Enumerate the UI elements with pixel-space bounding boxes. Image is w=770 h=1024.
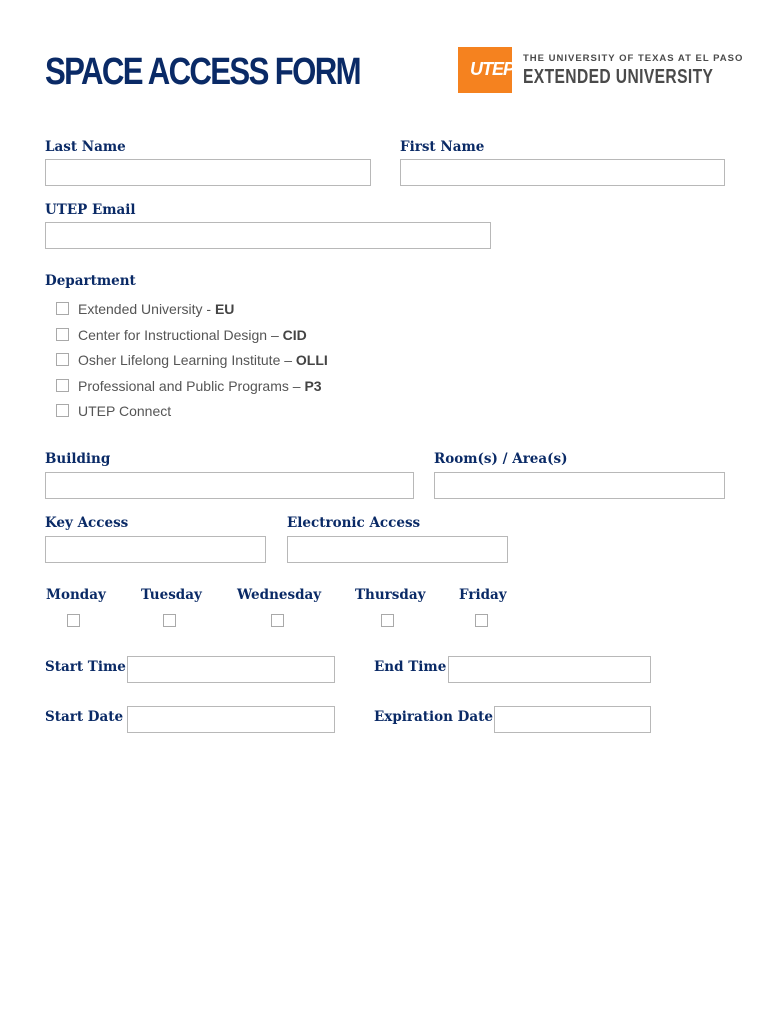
day-checkbox-friday[interactable] <box>475 614 488 627</box>
utep-email-label: UTEP Email <box>45 202 136 218</box>
department-checkbox-eu[interactable] <box>56 302 69 315</box>
extended-university-label: EXTENDED UNIVERSITY <box>523 66 714 88</box>
department-checkbox-utep-connect[interactable] <box>56 404 69 417</box>
rooms-input[interactable] <box>434 472 725 499</box>
rooms-label: Room(s) / Area(s) <box>434 451 568 467</box>
key-access-input[interactable] <box>45 536 266 563</box>
day-label-friday: Friday <box>459 587 507 603</box>
last-name-label: Last Name <box>45 139 126 155</box>
utep-logo-mark: UTEP <box>470 59 515 79</box>
start-time-label: Start Time <box>45 659 126 675</box>
department-option-olli: Osher Lifelong Learning Institute – OLLI <box>78 352 328 368</box>
end-time-input[interactable] <box>448 656 651 683</box>
day-checkbox-wednesday[interactable] <box>271 614 284 627</box>
start-date-input[interactable] <box>127 706 335 733</box>
building-label: Building <box>45 451 111 467</box>
key-access-label: Key Access <box>45 515 129 531</box>
day-label-wednesday: Wednesday <box>237 587 322 603</box>
expiration-date-label: Expiration Date <box>374 709 493 725</box>
end-time-label: End Time <box>374 659 447 675</box>
day-checkbox-thursday[interactable] <box>381 614 394 627</box>
page-title: SPACE ACCESS FORM <box>45 51 360 93</box>
department-checkbox-cid[interactable] <box>56 328 69 341</box>
start-date-label: Start Date <box>45 709 124 725</box>
department-option-utep-connect: UTEP Connect <box>78 403 172 419</box>
department-option-cid: Center for Instructional Design – CID <box>78 327 307 343</box>
electronic-access-label: Electronic Access <box>287 515 421 531</box>
day-checkbox-tuesday[interactable] <box>163 614 176 627</box>
electronic-access-input[interactable] <box>287 536 508 563</box>
day-checkbox-monday[interactable] <box>67 614 80 627</box>
last-name-input[interactable] <box>45 159 371 186</box>
day-label-monday: Monday <box>46 587 106 603</box>
expiration-date-input[interactable] <box>494 706 651 733</box>
department-checkbox-olli[interactable] <box>56 353 69 366</box>
department-option-p3: Professional and Public Programs – P3 <box>78 378 322 394</box>
utep-email-input[interactable] <box>45 222 491 249</box>
department-label: Department <box>45 273 136 289</box>
building-input[interactable] <box>45 472 414 499</box>
day-label-tuesday: Tuesday <box>141 587 202 603</box>
start-time-input[interactable] <box>127 656 335 683</box>
department-checkbox-p3[interactable] <box>56 379 69 392</box>
university-name: THE UNIVERSITY OF TEXAS AT EL PASO <box>523 53 744 64</box>
first-name-label: First Name <box>400 139 485 155</box>
day-label-thursday: Thursday <box>355 587 426 603</box>
department-option-eu: Extended University - EU <box>78 301 235 317</box>
first-name-input[interactable] <box>400 159 725 186</box>
